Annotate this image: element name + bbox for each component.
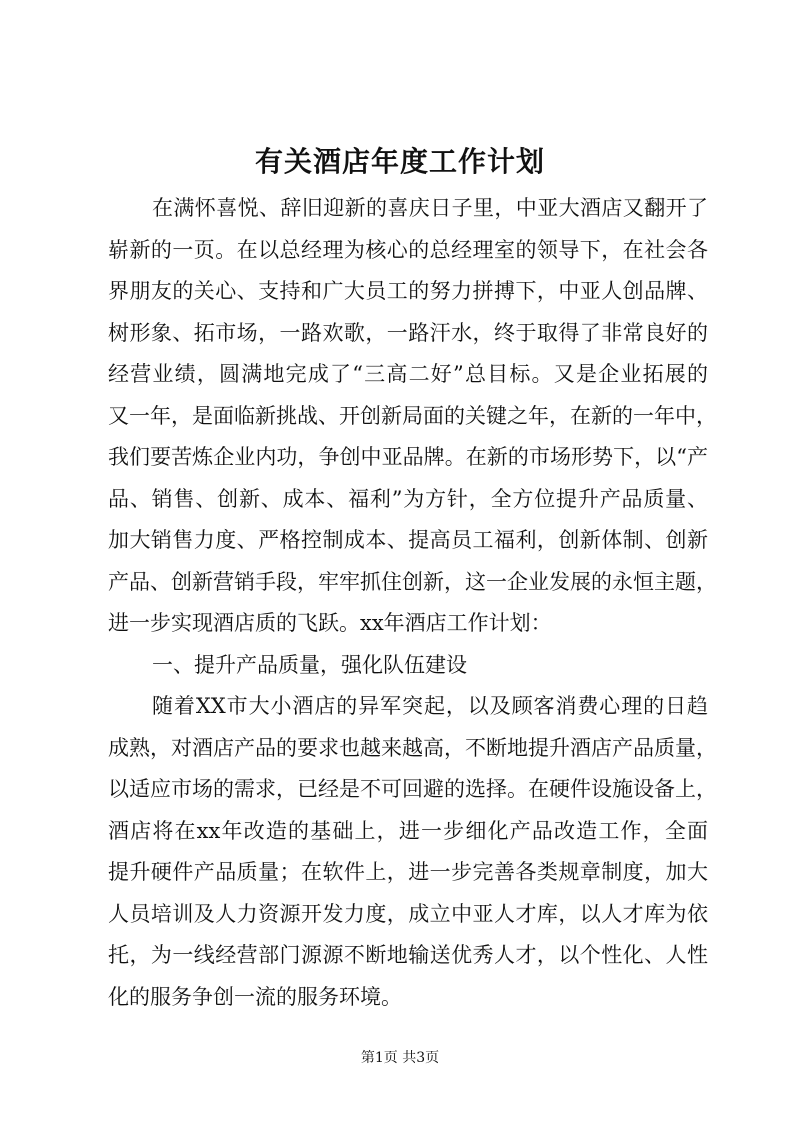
paragraph-line: 人员培训及人力资源开发力度，成立中亚人才库，以人才库为依 [108, 901, 708, 926]
paragraph-line: 化的服务争创一流的服务环境。 [108, 984, 402, 1009]
paragraph-line: 树形象、拓市场，一路欢歌，一路汗水，终于取得了非常良好的 [108, 320, 708, 345]
section-heading: 一、提升产品质量，强化队伍建设 [152, 652, 467, 677]
paragraph-line: 托，为一线经营部门源源不断地输送优秀人才，以个性化、人性 [108, 943, 708, 967]
paragraph-line: 在满怀喜悦、辞旧迎新的喜庆日子里，中亚大酒店又翻开了 [152, 196, 708, 220]
paragraph-line: 界朋友的关心、支持和广大员工的努力拼搏下，中亚人创品牌、 [108, 279, 708, 303]
paragraph-line: 经营业绩，圆满地完成了“三高二好”总目标。又是企业拓展的 [108, 362, 708, 386]
paragraph-line: 以适应市场的需求，已经是不可回避的选择。在硬件设施设备上， [108, 777, 717, 801]
paragraph-line: 成熟，对酒店产品的要求也越来越高，不断地提升酒店产品质量， [108, 735, 717, 760]
paragraph-line: 品、销售、创新、成本、福利”为方针，全方位提升产品质量、 [108, 486, 708, 511]
paragraph-line: 又一年，是面临新挑战、开创新局面的关键之年，在新的一年中， [108, 403, 717, 428]
paragraph-line: 我们要苦炼企业内功，争创中亚品牌。在新的市场形势下，以“产 [108, 445, 708, 469]
paragraph-line: 随着XX市大小酒店的异军突起，以及顾客消费心理的日趋 [152, 694, 708, 718]
paragraph-line: 酒店将在xx年改造的基础上，进一步细化产品改造工作，全面 [108, 818, 708, 843]
page-title: 有关酒店年度工作计划 [254, 145, 545, 178]
paragraph-line: 加大销售力度、严格控制成本、提高员工福利，创新体制、创新 [108, 528, 708, 552]
paragraph-line: 崭新的一页。在以总经理为核心的总经理室的领导下，在社会各 [108, 237, 708, 262]
paragraph-line: 产品、创新营销手段，牢牢抓住创新，这一企业发展的永恒主题， [108, 569, 717, 594]
body-text [108, 188, 717, 1018]
paragraph-line: 进一步实现酒店质的飞跃。xx年酒店工作计划： [108, 611, 552, 635]
page-number: 第1页 共3页 [360, 1050, 440, 1066]
paragraph-line: 提升硬件产品质量；在软件上，进一步完善各类规章制度，加大 [108, 860, 708, 884]
